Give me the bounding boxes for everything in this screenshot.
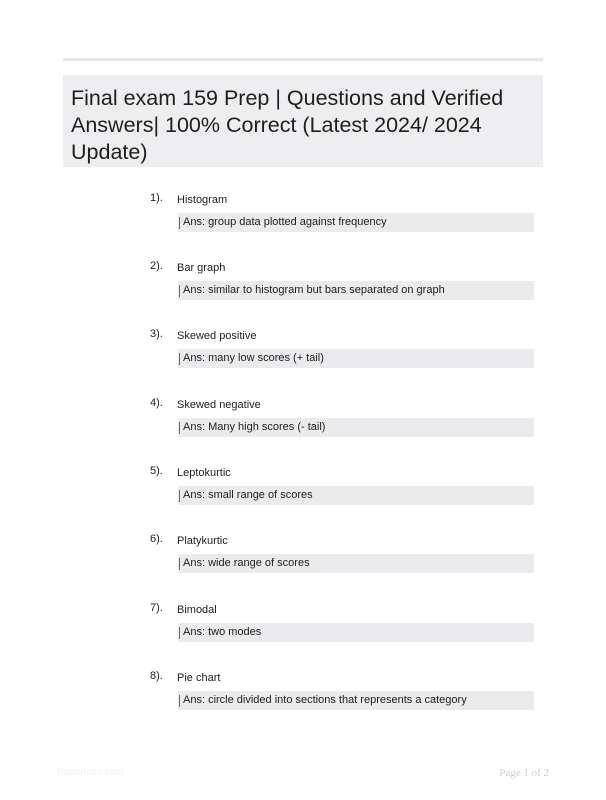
answer-box: Ans: circle divided into sections that represents a category	[178, 691, 534, 710]
question-number: 2).	[150, 260, 163, 272]
question-number: 3).	[150, 328, 163, 340]
page-number: Page 1 of 2	[499, 767, 549, 779]
question-number: 1).	[150, 192, 163, 204]
question-number: 6).	[150, 533, 163, 545]
qa-item	[0, 327, 606, 387]
footer-watermark: Paperfolio.com	[57, 767, 124, 778]
question-text: Platykurtic	[177, 535, 228, 547]
qa-item	[0, 601, 606, 661]
answer-box: Ans: similar to histogram but bars separated on graph	[178, 281, 534, 300]
question-text: Leptokurtic	[177, 467, 231, 479]
question-number: 4).	[150, 397, 163, 409]
qa-item	[0, 191, 606, 251]
question-number: 8).	[150, 670, 163, 682]
question-text: Histogram	[177, 194, 228, 206]
document-title: Final exam 159 Prep | Questions and Verified Answers| 100% Correct (Latest 2024/ 2024 Update)	[71, 86, 504, 164]
question-number: 5).	[150, 465, 163, 477]
question-text: Bimodal	[177, 604, 217, 616]
answer-box: Ans: many low scores (+ tail)	[178, 349, 534, 368]
qa-item	[0, 464, 606, 524]
answer-box: Ans: wide range of scores	[178, 554, 534, 573]
qa-item	[0, 259, 606, 319]
qa-item	[0, 396, 606, 456]
answer-box: Ans: Many high scores (- tail)	[178, 418, 534, 437]
answer-box: Ans: small range of scores	[178, 486, 534, 505]
question-text: Skewed positive	[177, 330, 257, 342]
answer-box: Ans: two modes	[178, 623, 534, 642]
question-text: Pie chart	[177, 672, 221, 684]
answer-box: Ans: group data plotted against frequency	[178, 213, 534, 232]
question-number: 7).	[150, 602, 163, 614]
question-text: Skewed negative	[177, 399, 261, 411]
question-text: Bar graph	[177, 262, 226, 274]
qa-item	[0, 532, 606, 592]
qa-item	[0, 669, 606, 729]
